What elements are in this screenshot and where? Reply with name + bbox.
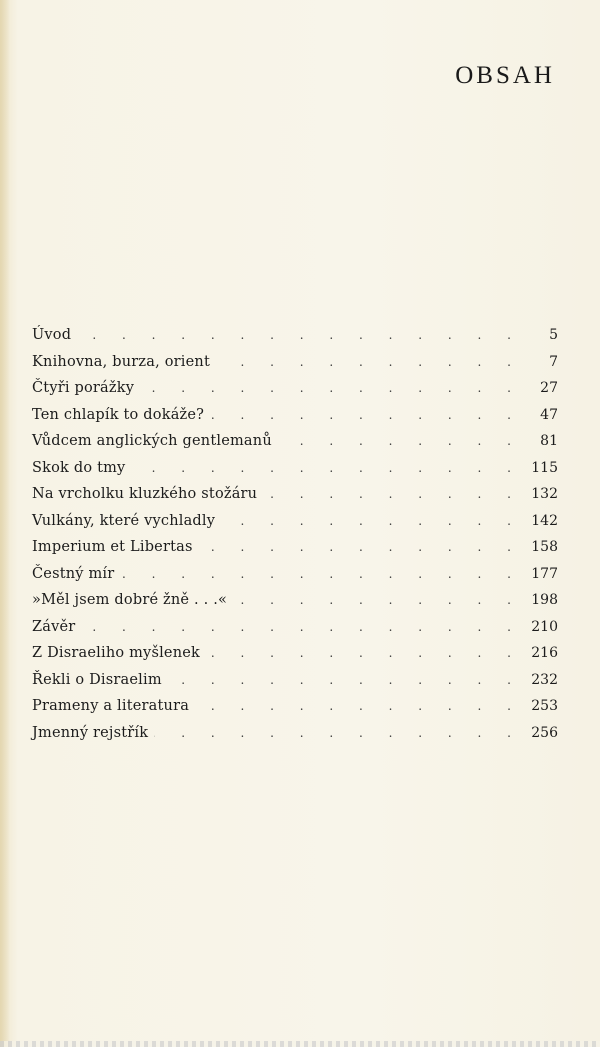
toc-entry [32,667,558,694]
toc-entry-page: 81 [540,433,558,449]
toc-entry [32,614,558,641]
page-title: OBSAH [455,62,555,89]
toc-entry-page: 253 [531,698,558,714]
toc-entry-page: 198 [531,592,558,608]
dot-leader [199,534,522,561]
dot-leader [77,322,522,349]
dot-leader [168,667,522,694]
toc-entry [32,693,558,720]
dot-leader [206,640,522,667]
dot-leader [216,349,522,376]
toc-entry-label: »Měl jsem dobré žně . . .« [32,592,228,608]
toc-entry-label: Na vrcholku kluzkého stožáru [32,486,258,502]
toc-entry-label: Čestný mír [32,565,115,582]
toc-entry-label: Úvod [32,327,72,343]
toc-entry [32,428,558,455]
dot-leader [233,587,522,614]
toc-entry [32,481,558,508]
dot-leader [263,481,522,508]
dot-leader [120,561,522,588]
toc-entry-label: Čtyři porážky [32,380,135,396]
toc-entry-label: Ten chlapík to dokáže? [32,406,205,423]
toc-entry-label: Imperium et Libertas [32,539,193,555]
toc-entry [32,561,558,588]
dot-leader [154,720,522,747]
toc-entry-page: 177 [531,565,558,582]
toc-entry-page: 256 [531,724,558,741]
toc-entry [32,322,558,349]
table-of-contents [32,322,558,746]
toc-entry-page: 7 [549,353,558,370]
toc-entry-label: Skok do tmy [32,459,126,476]
scan-bottom-edge [0,1041,600,1047]
dot-leader [195,693,522,720]
toc-entry [32,587,558,614]
toc-entry-page: 47 [540,406,558,423]
toc-entry-page: 216 [531,645,558,661]
toc-entry [32,640,558,667]
toc-entry-label: Prameny a literatura [32,698,190,714]
toc-entry [32,349,558,376]
toc-entry-label: Knihovna, burza, orient [32,353,210,370]
toc-entry-page: 232 [531,671,558,688]
dot-leader [278,428,522,455]
toc-entry [32,375,558,402]
dot-leader [210,402,522,429]
toc-entry-label: Řekli o Disraelim [32,671,162,688]
toc-entry-label: Vůdcem anglických gentlemanů [32,433,272,449]
toc-entry-label: Závěr [32,618,76,635]
dot-leader [81,614,522,641]
toc-entry-page: 142 [531,512,558,529]
toc-entry-page: 132 [531,486,558,502]
toc-entry-label: Jmenný rejstřík [32,724,149,741]
toc-entry [32,534,558,561]
toc-entry-label: Z Disraeliho myšlenek [32,645,201,661]
toc-entry-page: 210 [531,618,558,635]
toc-entry-page: 158 [531,539,558,555]
toc-entry [32,455,558,482]
toc-entry [32,402,558,429]
dot-leader [131,455,522,482]
toc-entry-page: 5 [549,327,558,343]
toc-entry [32,508,558,535]
dot-leader [140,375,522,402]
toc-entry-page: 115 [531,459,558,476]
binding-shadow [0,0,10,1047]
dot-leader [221,508,522,535]
toc-entry-label: Vulkány, které vychladly [32,512,216,529]
toc-entry-page: 27 [540,380,558,396]
toc-entry [32,720,558,747]
